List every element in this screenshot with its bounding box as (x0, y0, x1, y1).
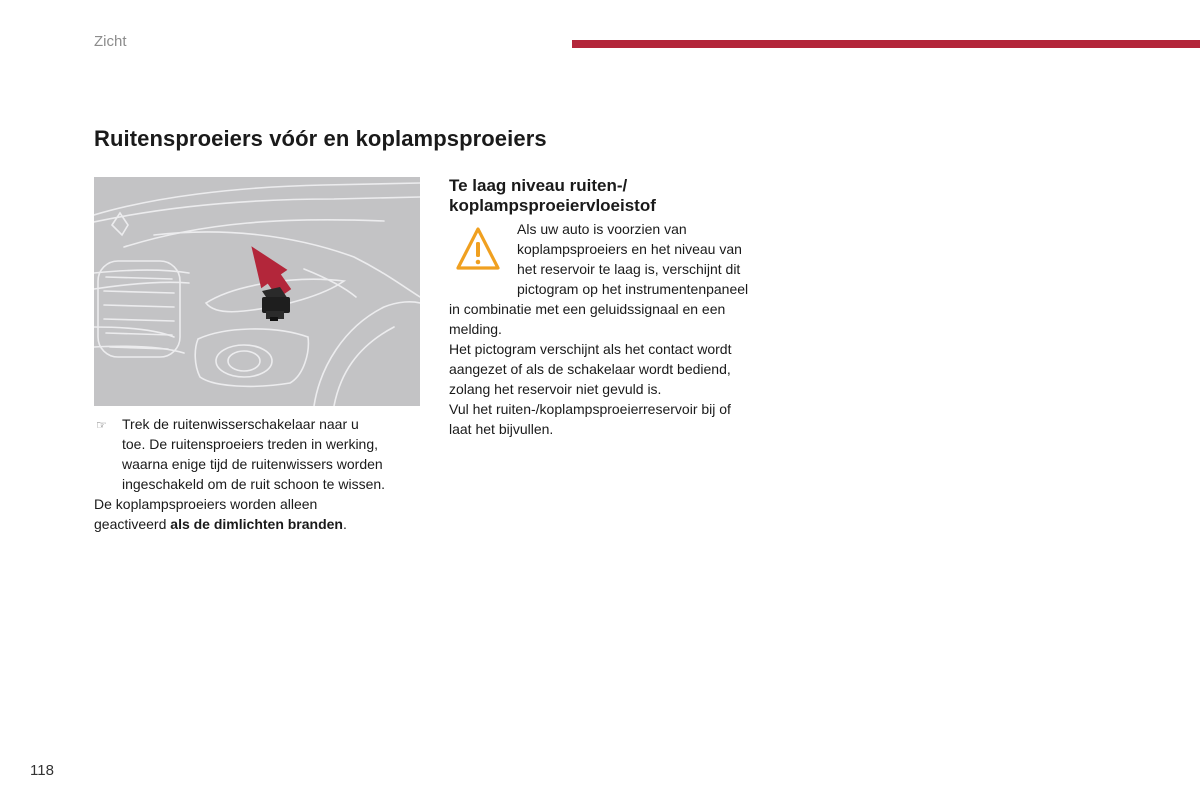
bullet-line: toe. De ruitensproeiers treden in werking, (122, 436, 379, 452)
emphasis-text: als de dimlichten branden (170, 516, 343, 532)
warning-text: Als uw auto is voorzien van koplampsproeiers en het niveau van het reservoir te laag is, verschijnt dit pictogram op het instrumentenpaneel (517, 221, 749, 297)
wiper-stalk-pull-illustration (94, 177, 420, 406)
bullet-line: ingeschakeld om de ruit schoon te wissen. (122, 476, 386, 492)
section-subheading: Te laag niveau ruiten-/ koplampsproeiervloeistof (449, 176, 656, 215)
hand-pointer-icon: ☞ (96, 418, 107, 432)
bullet-instruction (94, 414, 424, 494)
headlamp-washer-note (94, 494, 424, 534)
page-title: Ruitensproeiers vóór en koplampsproeiers (94, 126, 547, 151)
car-front-illustration (94, 177, 420, 406)
bullet-line: waarna enige tijd de ruitenwissers worden (122, 456, 383, 472)
note-line: De koplampsproeiers worden alleen (94, 496, 318, 512)
header-accent-bar (572, 40, 1200, 48)
page-number: 118 (30, 762, 54, 779)
instruction-text (94, 414, 424, 534)
section-label: Zicht (94, 33, 127, 50)
warning-triangle-icon (455, 226, 501, 274)
warning-body-text: in combinatie met een geluidssignaal en een melding. Het pictogram verschijnt als het contact wordt aangezet of als de schakelaar wordt bediend, zolang het reservoir niet gevuld is. Vul het ruiten-/koplampsproeierreservoir bij of laat het bijvullen. (449, 301, 732, 437)
bullet-line: Trek de ruitenwisserschakelaar naar u (122, 416, 359, 432)
note-line: geactiveerd als de dimlichten branden. (94, 516, 347, 532)
